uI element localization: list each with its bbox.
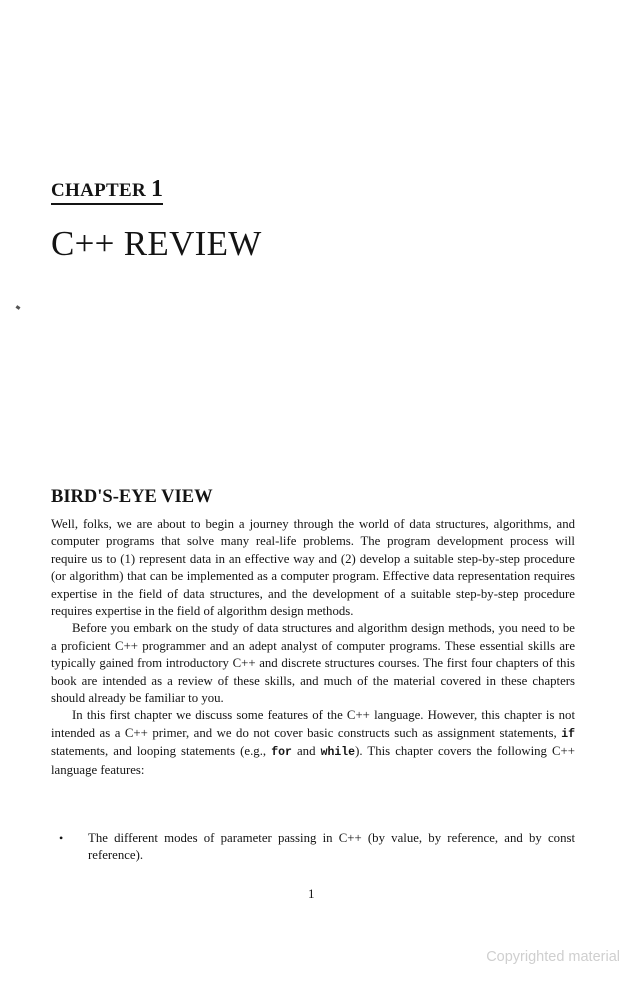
section-title: BIRD'S-EYE VIEW: [51, 487, 213, 507]
chapter-number: 1: [151, 176, 164, 202]
paragraph-3-part-4: ). This chapter covers the following C++ language features:: [51, 744, 575, 777]
paragraph-1: Well, folks, we are about to begin a journey through the world of data structures, algorithms, and computer programs that solve many real-life problems. The program development process will require us to (1) represent data in an effective way and (2) develop a suitable step-by-step procedure (or algorithm) that can be implemented as a computer program. Effective data representation requires expertise in the field of data structures, and the development of a suitable step-by-step procedure requires expertise in the field of algorithm design methods.: [51, 517, 575, 619]
paragraph-3-part-2: statements, and looping statements (e.g.,: [51, 744, 272, 759]
scan-speck: [16, 305, 21, 310]
code-if: if: [561, 727, 575, 741]
bullet-icon: •: [59, 831, 64, 845]
paragraph-3-part-3: and: [291, 744, 321, 759]
chapter-title: C++ REVIEW: [51, 224, 262, 263]
paragraph-3-part-1: In this first chapter we discuss some features of the C++ language. However, this chapter is not intended as a C++ primer, and we do not cover basic constructs such as assignment statements,: [51, 708, 575, 740]
chapter-label-text: CHAPTER: [51, 180, 152, 201]
copyright-watermark: Copyrighted material: [486, 949, 620, 965]
paragraph-3: [51, 707, 575, 779]
paragraph-2: Before you embark on the study of data structures and algorithm design methods, you need to be a proficient C++ programmer and an adept analyst of computer programs. These essential skills are typically gained from introductory C++ and discrete structures courses. The first four chapters of this book are intended as a review of these skills, and much of the material covered in these chapters should already be familiar to you.: [51, 621, 575, 706]
list-item: [51, 830, 575, 865]
page-number: 1: [308, 886, 315, 901]
chapter-label: [51, 178, 163, 205]
list-item-text: The different modes of parameter passing in C++ (by value, by reference, and by const reference).: [88, 831, 575, 863]
code-for: for: [271, 746, 292, 760]
body-text: [51, 516, 575, 779]
code-while: while: [320, 746, 356, 760]
feature-list: [51, 830, 575, 865]
